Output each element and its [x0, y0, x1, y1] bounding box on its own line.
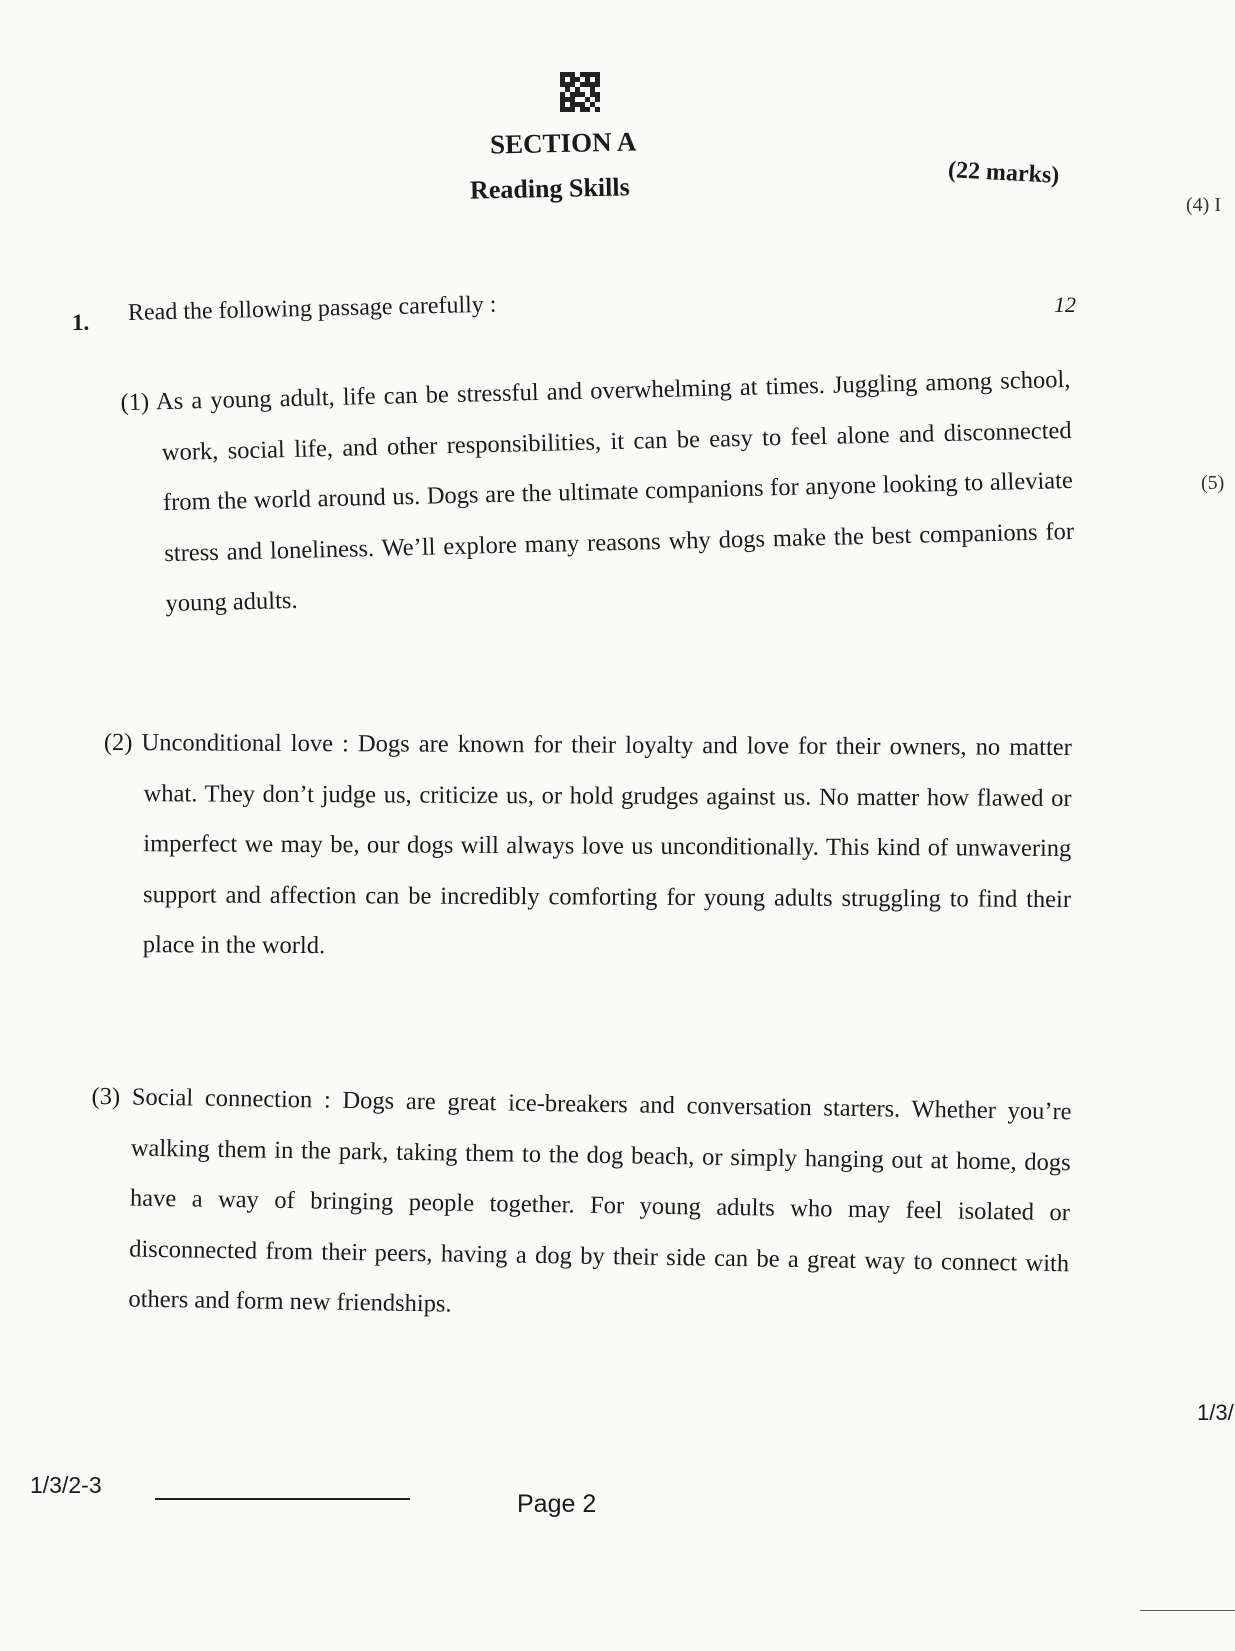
- qr-code-icon: [560, 72, 600, 112]
- footer-paper-code: 1/3/2-3: [30, 1472, 102, 1498]
- paragraph-number: (1): [120, 388, 150, 417]
- passage-paragraph-3: [91, 1072, 1072, 1340]
- question-score: 12: [1054, 292, 1076, 317]
- paragraph-text: Unconditional love : Dogs are known for their loyalty and love for their owners, no matter what. They don’t judge us, criticize us, or hold grudges against us. No matter how flawed or imperfect we may be, our dogs will always love us unconditionally. This kind of unwavering support and affection can be incredibly comforting for young adults struggling to find their place in the world.: [141, 729, 1072, 960]
- footer-divider: [155, 1498, 410, 1500]
- section-title: SECTION A: [489, 126, 637, 160]
- paragraph-number: (3): [91, 1082, 121, 1111]
- page-number: Page 2: [517, 1490, 597, 1518]
- passage-paragraph-2: [103, 718, 1072, 976]
- paragraph-number: (2): [103, 728, 133, 757]
- question-number: 1.: [72, 310, 90, 335]
- section-subtitle: Reading Skills: [469, 172, 630, 205]
- passage-paragraph-1: [120, 355, 1076, 630]
- margin-code: 1/3/: [1197, 1400, 1234, 1425]
- paragraph-text: Social connection : Dogs are great ice-breakers and conversation starters. Whether you’re walking them in the park, taking them to the dog beach, or simply hanging out at home, dogs have a way of bringing people together. For young adults who may feel isolated or disconnected from their peers, having a dog by their side can be a great way to connect with others and form new friendships.: [128, 1083, 1072, 1318]
- question-instruction: Read the following passage carefully :: [127, 291, 497, 326]
- margin-item-4: (4) I: [1186, 194, 1221, 216]
- section-marks: (22 marks): [947, 157, 1060, 189]
- margin-item-5: (5): [1201, 472, 1225, 494]
- bottom-divider: [1140, 1610, 1235, 1611]
- paragraph-text: As a young adult, life can be stressful and overwhelming at times. Juggling among school, work, social life, and other responsibilities, it can be easy to feel alone and disconnected from the world around us. Dogs are the ultimate companions for anyone looking to alleviate stress and loneliness. We’ll explore many reasons why dogs make the best companions for young adults.: [155, 365, 1075, 618]
